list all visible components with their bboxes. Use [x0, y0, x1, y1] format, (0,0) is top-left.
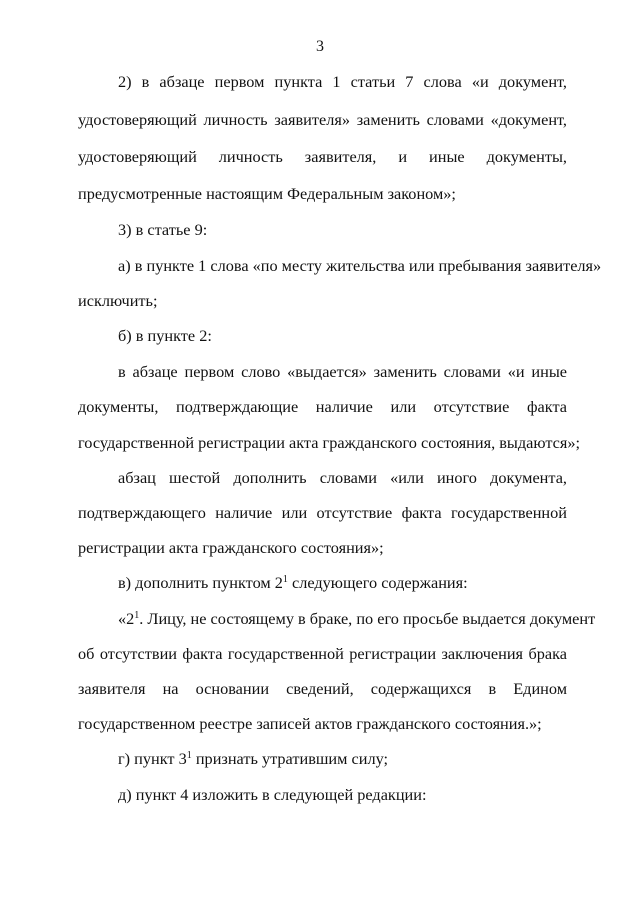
text-segment: «2 — [118, 609, 135, 628]
text-segment: г) пункт 3 — [118, 749, 187, 768]
text-segment: в) дополнить пунктом 2 — [118, 573, 283, 592]
text-line: предусмотренные настоящим Федеральным законом»; — [78, 184, 456, 203]
text-line: регистрации акта гражданского состояния»; — [78, 538, 384, 557]
text-line: удостоверяющий личность заявителя» заменить словами «документ, — [78, 110, 567, 129]
text-line: 3) в статье 9: — [118, 220, 208, 239]
text-line — [118, 749, 567, 769]
text-line: в абзаце первом слово «выдается» заменить словами «и иные — [118, 362, 567, 381]
text-segment: следующего содержания: — [287, 573, 468, 592]
text-line: б) в пункте 2: — [118, 326, 212, 345]
text-segment: . Лицу, не состоящему в браке, по его просьбе выдается документ — [139, 609, 596, 628]
text-line: заявителя на основании сведений, содержащихся в Едином — [78, 679, 567, 698]
text-line: подтверждающего наличие или отсутствие факта государственной — [78, 503, 567, 522]
superscript: 1 — [134, 610, 140, 621]
text-line: государственной регистрации акта гражданского состояния, выдаются»; — [78, 433, 581, 452]
text-line: государственном реестре записей актов гражданского состояния.»; — [78, 714, 542, 733]
text-line: документы, подтверждающие наличие или отсутствие факта — [78, 397, 567, 416]
text-line: 2) в абзаце первом пункта 1 статьи 7 слова «и документ, — [118, 72, 567, 91]
page-number: 3 — [316, 38, 324, 55]
text-line — [118, 609, 596, 629]
superscript: 1 — [282, 574, 288, 585]
text-segment: признать утратившим силу; — [191, 749, 389, 768]
text-line: а) в пункте 1 слова «по месту жительства или пребывания заявителя» — [118, 256, 602, 275]
text-line: абзац шестой дополнить словами «или иного документа, — [118, 468, 567, 487]
text-line: исключить; — [78, 291, 158, 310]
text-line: удостоверяющий личность заявителя, и иные документы, — [78, 147, 567, 166]
text-line — [118, 573, 567, 593]
text-line: д) пункт 4 изложить в следующей редакции: — [118, 785, 427, 804]
superscript: 1 — [186, 750, 192, 761]
text-line: об отсутствии факта государственной регистрации заключения брака — [78, 644, 567, 663]
